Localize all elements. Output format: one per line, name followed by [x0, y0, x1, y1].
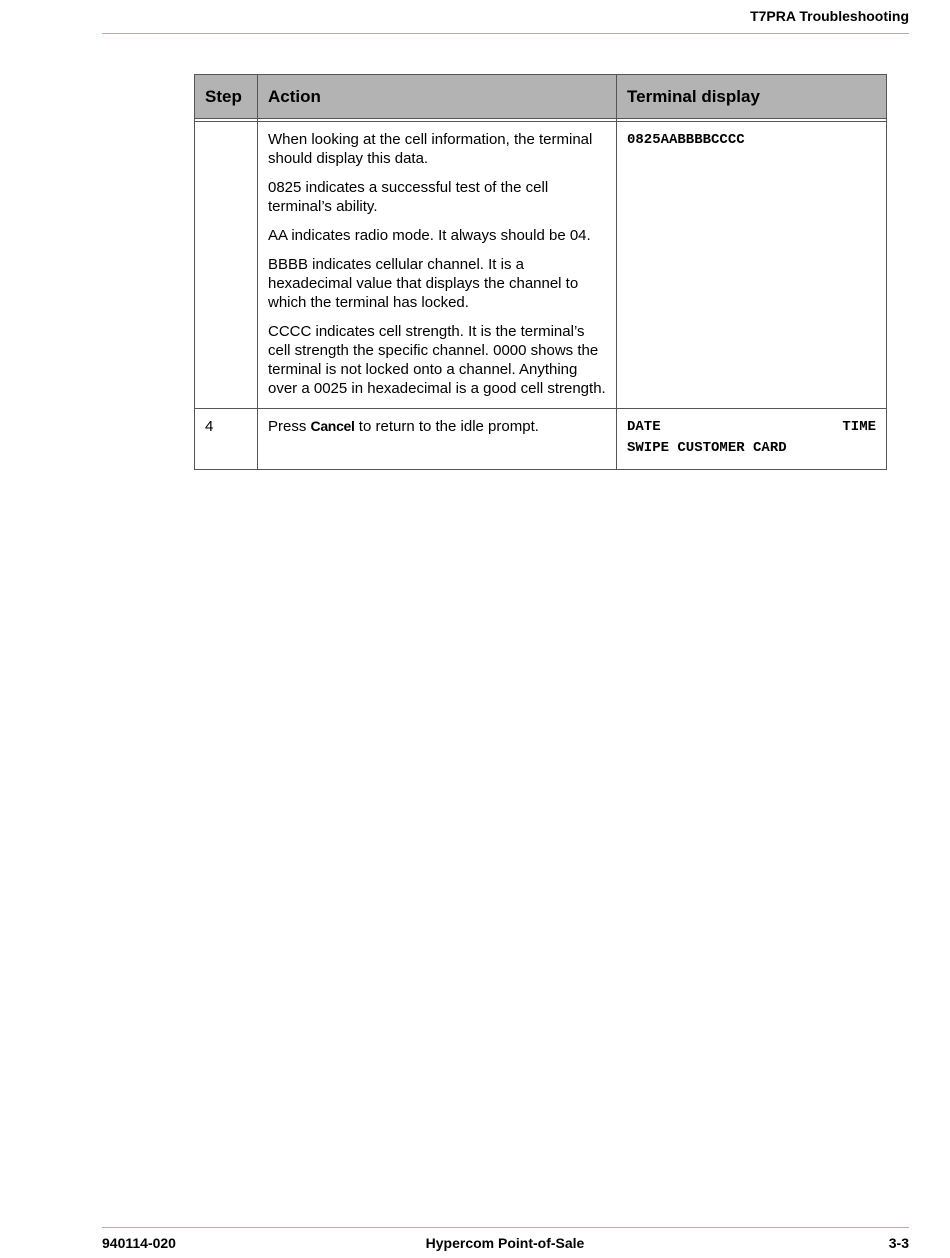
header-rule: [102, 33, 909, 34]
table-row: [195, 122, 887, 409]
action-paragraph: AA indicates radio mode. It always should be 04.: [268, 227, 591, 244]
troubleshooting-steps-table: [194, 74, 887, 470]
display-line-1: [627, 417, 876, 438]
footer-doc-number: 940114-020: [102, 1235, 176, 1251]
column-header-terminal-display: Terminal display: [617, 75, 887, 119]
running-header-title: T7PRA Troubleshooting: [750, 8, 909, 24]
action-text-suffix: to return to the idle prompt.: [354, 418, 539, 435]
display-time: TIME: [842, 419, 876, 435]
action-cell: [258, 409, 617, 470]
column-header-action: Action: [258, 75, 617, 119]
action-paragraph: CCCC indicates cell strength. It is the terminal’s cell strength the specific channel. 0000 shows the terminal is not locked onto a channel. Anything over a 0025 in hexadecimal is a good cell strength.: [268, 323, 606, 397]
terminal-display-cell: [617, 409, 887, 470]
footer-page-number: 3-3: [888, 1235, 909, 1251]
step-cell: 4: [195, 409, 258, 470]
table-row: [195, 409, 887, 470]
footer-title: Hypercom Point-of-Sale: [425, 1235, 585, 1251]
terminal-display-cell: 0825AABBBBCCCC: [617, 122, 887, 409]
column-header-step: Step: [195, 75, 258, 119]
action-paragraph: When looking at the cell information, the terminal should display this data.: [268, 131, 593, 167]
action-cell: [258, 122, 617, 409]
display-date: DATE: [627, 419, 661, 435]
footer-rule: [102, 1227, 909, 1228]
display-line-2: SWIPE CUSTOMER CARD: [627, 440, 787, 456]
step-cell: [195, 122, 258, 409]
cancel-key-label: Cancel: [310, 418, 355, 434]
table-header-row: [195, 75, 887, 119]
action-text-prefix: Press: [268, 418, 311, 435]
action-paragraph: BBBB indicates cellular channel. It is a hexadecimal value that displays the channel to which the terminal has locked.: [268, 256, 579, 311]
action-paragraph: 0825 indicates a successful test of the cell terminal’s ability.: [268, 179, 549, 215]
